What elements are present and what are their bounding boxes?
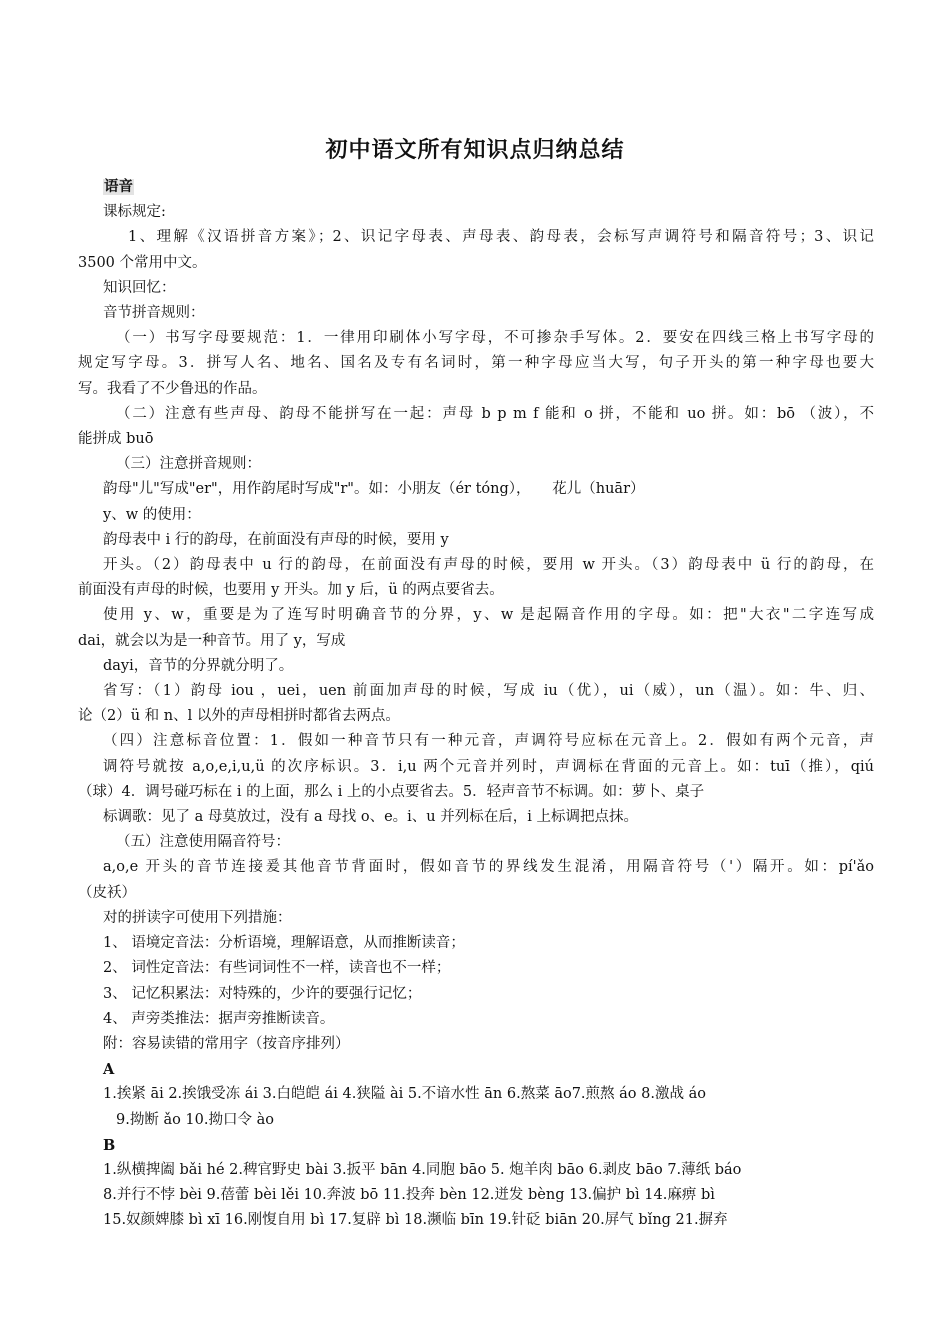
text-line: dai，就会以为是一种音节。用了 y，写成 <box>78 632 346 649</box>
word-list-line: 8.并行不悖 bèi 9.蓓蕾 bèi lěi 10.奔波 bō 11.投奔 bèn 12.迸发 bèng 13.偏护 bì 14.麻痹 bì <box>103 1187 715 1204</box>
text-line: （五）注意使用隔音符号： <box>116 834 290 851</box>
list-item: 2、 词性定音法：有些词词性不一样，读音也不一样； <box>103 960 451 977</box>
text-line: 韵母表中 i 行的韵母，在前面没有声母的时候，要用 y <box>103 531 449 548</box>
text-line: 前面没有声母的时候，也要用 y 开头。加 y 后，ü 的两点要省去。 <box>78 582 504 599</box>
word-list-line: 1.挨紧 āi 2.挨饿受冻 ái 3.白皑皑 ái 4.狭隘 ài 5.不谙水性 ān 6.熬菜 āo7.煎熬 áo 8.激战 áo <box>103 1086 706 1103</box>
text-line: （二）注意有些声母、韵母不能拼写在一起：声母 b p m f 能和 o 拼，不能和 uo 拼。如：bō （波），不 <box>116 405 874 422</box>
document-body <box>78 175 874 1234</box>
text-line: 3500 个常用中文。 <box>78 254 207 271</box>
word-list-line: 1.纵横捭阖 bǎi hé 2.稗官野史 bài 3.扳平 bān 4.同胞 bāo 5. 炮羊肉 bāo 6.剥皮 bāo 7.薄纸 báo <box>103 1161 742 1178</box>
text-line: 附：容易读错的常用字（按音序排列） <box>103 1035 350 1052</box>
text-line: 课标规定: <box>103 204 166 221</box>
text-line: （一）书写字母要规范：1．一律用印刷体小写字母，不可掺杂手写体。2．要安在四线三格上书写字母的 <box>116 330 874 347</box>
text-line: （皮袄） <box>78 884 136 901</box>
text-line: （三）注意拼音规则： <box>116 456 261 473</box>
text-line: 韵母"儿"写成"er"，用作韵尾时写成"r"。如：小朋友（ér tóng）， 花儿（huār） <box>103 481 645 498</box>
word-list-line: 15.奴颜婢膝 bì xī 16.刚愎自用 bì 17.复辟 bì 18.濒临 bīn 19.针砭 biān 20.屏气 bǐng 21.摒弃 <box>103 1212 728 1229</box>
text-line: （球）4．调号碰巧标在 i 的上面，那么 i 上的小点要省去。5．轻声音节不标调。如：萝卜、桌子 <box>78 783 705 800</box>
text-line: 调符号就按 a,o,e,i,u,ü 的次序标识。3．i,u 两个元音并列时，声调标在背面的元音上。如：tuī（推），qiú <box>103 758 874 775</box>
list-item: 1、 语境定音法：分析语境，理解语意，从而推断读音； <box>103 935 465 952</box>
list-item: 3、 记忆积累法：对特殊的，少许的要强行记忆； <box>103 985 422 1002</box>
text-line: 对的拼读字可使用下列措施： <box>103 909 292 926</box>
text-line: 知识回忆： <box>103 279 176 296</box>
letter-heading-b: B <box>103 1136 116 1154</box>
text-line: dayi，音节的分界就分明了。 <box>103 657 294 674</box>
letter-heading-a: A <box>103 1061 115 1079</box>
text-line: （四）注意标音位置：1．假如一种音节只有一种元音，声调符号应标在元音上。2．假如有两个元音，声 <box>103 733 874 750</box>
list-item: 4、 声旁类推法：据声旁推断读音。 <box>103 1010 335 1027</box>
word-list-line: 9.拗断 ǎo 10.拗口令 ào <box>116 1111 274 1128</box>
text-line: a,o,e 开头的音节连接爰其他音节背面时，假如音节的界线发生混淆，用隔音符号（'）隔开。如：pí'ǎo <box>103 859 874 876</box>
text-line: 使用 y、w，重要是为了连写时明确音节的分界，y、w 是起隔音作用的字母。如：把"大衣"二字连写成 <box>103 607 874 624</box>
text-line: 音节拼音规则： <box>103 305 205 322</box>
text-line: y、w 的使用： <box>103 506 201 523</box>
text-line: 省写：（1）韵母 iou ，uei，uen 前面加声母的时候，写成 iu（优），ui（威），un（温）。如：牛、归、 <box>103 683 874 700</box>
page-title: 初中语文所有知识点归纳总结 <box>325 138 625 163</box>
text-line: 1、理解《汉语拼音方案》；2、识记字母表、声母表、韵母表，会标写声调符号和隔音符号；3、识记 <box>128 229 874 246</box>
section-heading-yuyin: 语音 <box>104 179 133 195</box>
text-line: 规定写字母。3．拼写人名、地名、国名及专有名词时，第一种字母应当大写，句子开头的第一种字母也要大 <box>78 355 874 372</box>
text-line: 标调歌：见了 a 母莫放过，没有 a 母找 o、e。i、u 并列标在后，i 上标调把点抹。 <box>103 809 638 826</box>
text-line: 开头。（2）韵母表中 u 行的韵母，在前面没有声母的时候，要用 w 开头。（3）韵母表中 ü 行的韵母，在 <box>103 557 874 574</box>
text-line: 写。我看了不少鲁迅的作品。 <box>78 380 267 397</box>
section-heading-line <box>78 175 874 200</box>
text-line: 论（2）ü 和 n、l 以外的声母相拼时都省去两点。 <box>78 708 400 725</box>
text-line: 能拼成 buō <box>78 431 154 448</box>
